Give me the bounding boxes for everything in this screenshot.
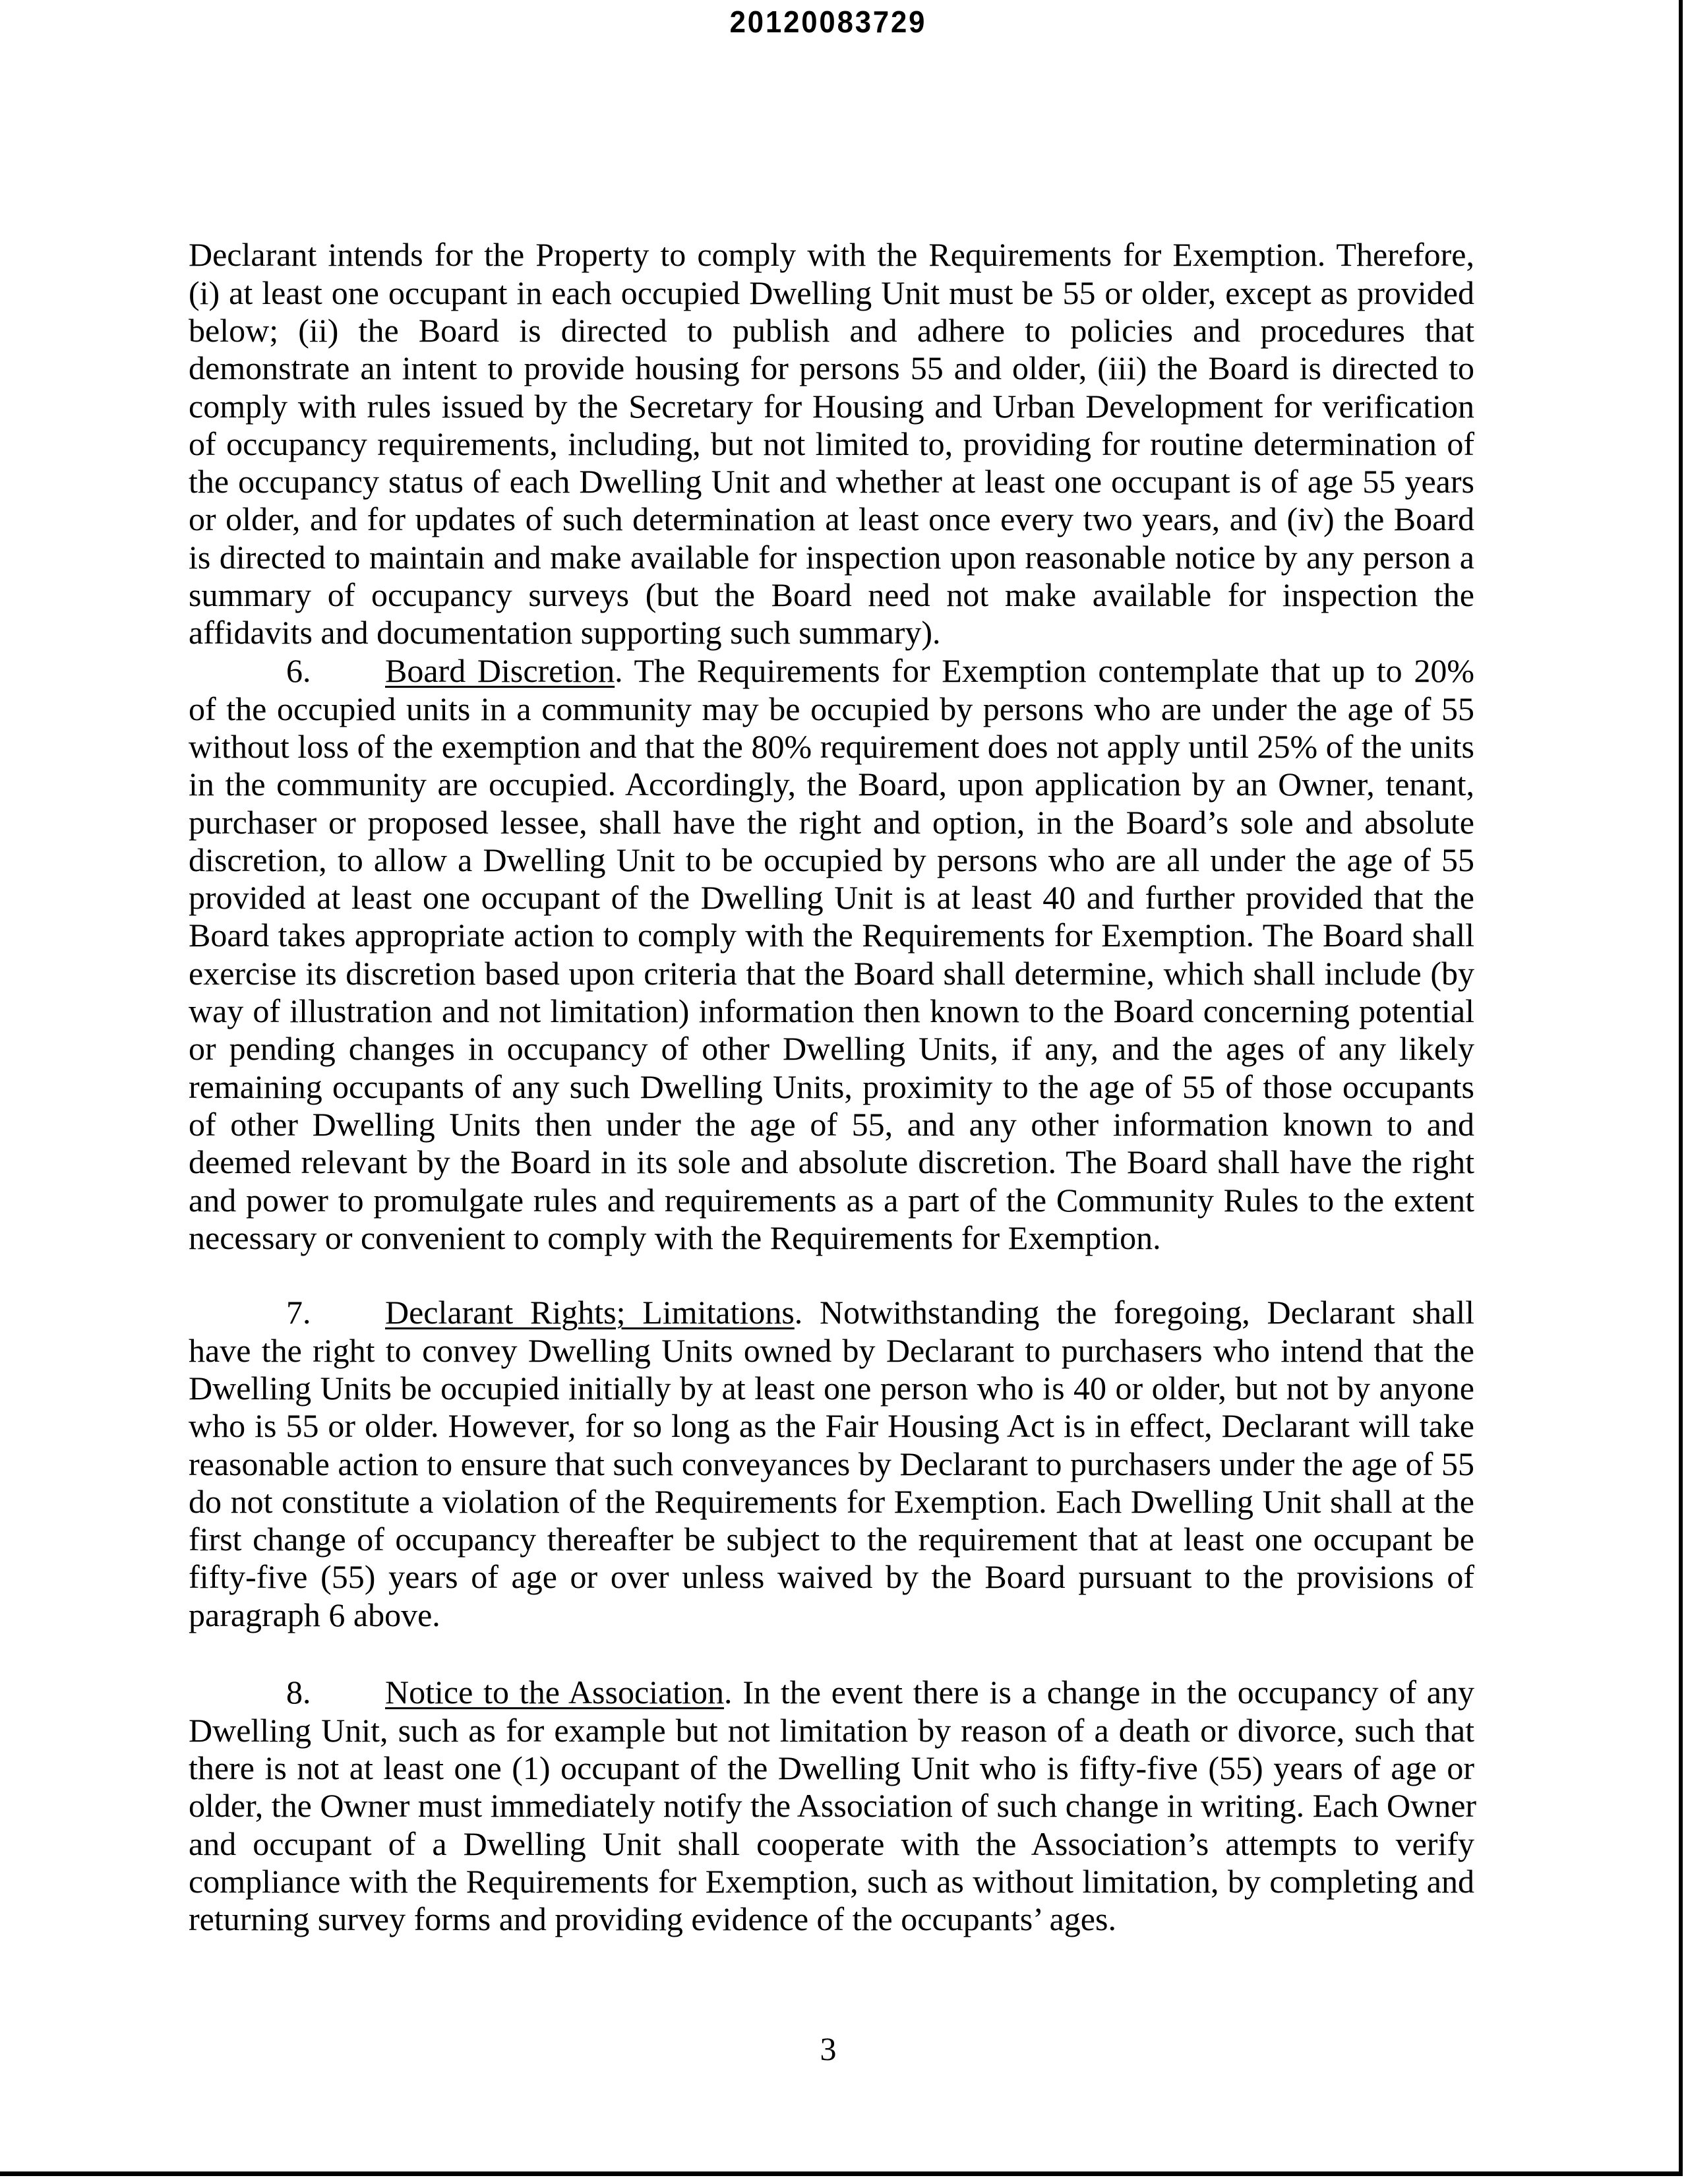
text-line: way of illustration and not limitation) information then known to the Board concerning potential <box>189 992 1474 1030</box>
text-line: affidavits and documentation supporting such summary). <box>189 614 941 652</box>
text-line: compliance with the Requirements for Exemption, such as without limitation, by completing and <box>189 1862 1474 1900</box>
text-line: have the right to convey Dwelling Units owned by Declarant to purchasers who intend that the <box>189 1331 1474 1369</box>
text-line: (i) at least one occupant in each occupied Dwelling Unit must be 55 or older, except as provided <box>189 274 1474 311</box>
paragraph-heading: Declarant Rights; Limitations <box>385 1294 795 1331</box>
text-line: older, the Owner must immediately notify the Association of such change in writing. Each Owner <box>189 1787 1477 1825</box>
text-line: Dwelling Unit, such as for example but not limitation by reason of a death or divorce, such that <box>189 1711 1474 1749</box>
text-line: discretion, to allow a Dwelling Unit to be occupied by persons who are all under the age of 55 <box>189 841 1474 878</box>
text-line: there is not at least one (1) occupant of the Dwelling Unit who is fifty-five (55) years of age or <box>189 1749 1474 1786</box>
text-line: fifty-five (55) years of age or over unless waived by the Board pursuant to the provisions of <box>189 1558 1474 1596</box>
text-line: who is 55 or older. However, for so long as the Fair Housing Act is in effect, Declarant will take <box>189 1407 1474 1445</box>
text-line: is directed to maintain and make available for inspection upon reasonable notice by any person a <box>189 538 1474 576</box>
paragraph-first-line <box>385 1294 1474 1331</box>
text-line: do not constitute a violation of the Requirements for Exemption. Each Dwelling Unit shall at the <box>189 1482 1474 1520</box>
text-line: without loss of the exemption and that the 80% requirement does not apply until 25% of the units <box>189 727 1474 765</box>
text-line: necessary or convenient to comply with the Requirements for Exemption. <box>189 1219 1161 1256</box>
right-scan-border <box>1679 0 1683 2176</box>
text-line: or pending changes in occupancy of other Dwelling Units, if any, and the ages of any likely <box>189 1030 1474 1068</box>
text-line: first change of occupancy thereafter be subject to the requirement that at least one occupant be <box>189 1521 1474 1558</box>
paragraph-number: 8. <box>286 1674 311 1711</box>
paragraph-heading: Board Discretion <box>385 652 615 690</box>
paragraph-first-line <box>385 652 1474 690</box>
text-line: deemed relevant by the Board in its sole and absolute discretion. The Board shall have the right <box>189 1143 1474 1181</box>
text-line: Declarant intends for the Property to comply with the Requirements for Exemption. Therefore, <box>189 236 1474 274</box>
text-line: of occupancy requirements, including, but not limited to, providing for routine determination of <box>189 425 1474 462</box>
text-line: paragraph 6 above. <box>189 1596 440 1633</box>
text-line: demonstrate an intent to provide housing for persons 55 and older, (iii) the Board is directed to <box>189 349 1474 387</box>
text-line: the occupancy status of each Dwelling Unit and whether at least one occupant is of age 55 years <box>189 463 1474 501</box>
bottom-scan-border <box>0 2171 1683 2176</box>
text-line: Dwelling Units be occupied initially by at least one person who is 40 or older, but not by anyone <box>189 1369 1474 1407</box>
text-line: remaining occupants of any such Dwelling Units, proximity to the age of 55 of those occupants <box>189 1068 1474 1105</box>
text-line: of other Dwelling Units then under the age of 55, and any other information known to and <box>189 1105 1474 1143</box>
text-line: exercise its discretion based upon criteria that the Board shall determine, which shall include (by <box>189 954 1474 992</box>
text-line: of the occupied units in a community may be occupied by persons who are under the age of 55 <box>189 690 1474 727</box>
paragraph-heading-rest: . In the event there is a change in the occupancy of any <box>724 1674 1474 1711</box>
text-line: purchaser or proposed lessee, shall have the right and option, in the Board’s sole and absolute <box>189 803 1474 841</box>
paragraph-heading-rest: . Notwithstanding the foregoing, Declarant shall <box>794 1294 1474 1331</box>
paragraph-number: 7. <box>286 1294 311 1331</box>
text-line: reasonable action to ensure that such conveyances by Declarant to purchasers under the age of 55 <box>189 1445 1474 1482</box>
text-line: and power to promulgate rules and requirements as a part of the Community Rules to the extent <box>189 1181 1474 1219</box>
paragraph-number: 6. <box>286 652 311 690</box>
paragraph-heading: Notice to the Association <box>385 1674 725 1711</box>
paragraph-first-line <box>385 1674 1474 1711</box>
text-line: and occupant of a Dwelling Unit shall cooperate with the Association’s attempts to verify <box>189 1825 1474 1862</box>
page-number: 3 <box>820 2030 837 2067</box>
text-line: comply with rules issued by the Secretary for Housing and Urban Development for verification <box>189 387 1474 425</box>
text-line: summary of occupancy surveys (but the Board need not make available for inspection the <box>189 576 1474 614</box>
text-line: provided at least one occupant of the Dwelling Unit is at least 40 and further provided that the <box>189 879 1474 917</box>
document-number: 20120083729 <box>729 5 927 39</box>
text-line: in the community are occupied. Accordingly, the Board, upon application by an Owner, tenant, <box>189 766 1474 803</box>
text-line: Board takes appropriate action to comply with the Requirements for Exemption. The Board shall <box>189 917 1474 954</box>
text-line: below; (ii) the Board is directed to publish and adhere to policies and procedures that <box>189 311 1474 349</box>
paragraph-heading-rest: . The Requirements for Exemption contemplate that up to 20% <box>615 652 1475 690</box>
text-line: returning survey forms and providing evidence of the occupants’ ages. <box>189 1900 1116 1938</box>
text-line: or older, and for updates of such determination at least once every two years, and (iv) the Board <box>189 501 1474 538</box>
